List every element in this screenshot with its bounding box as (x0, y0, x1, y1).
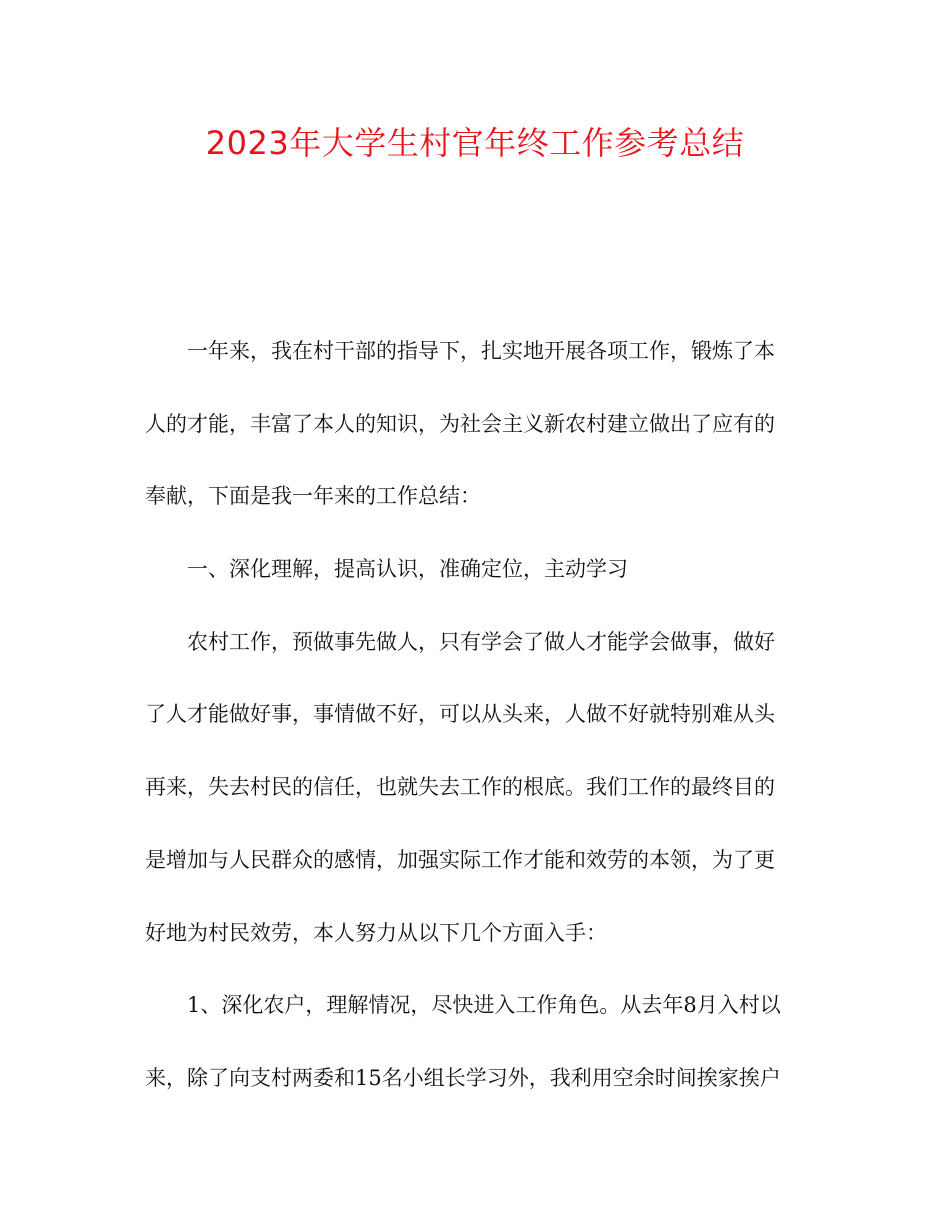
body-line: 来，除了向支村两委和15名小组长学习外，我利用空余时间挨家挨户 (145, 1065, 781, 1090)
body-line: 农村工作，预做事先做人，只有学会了做人才能学会做事，做好 (187, 629, 775, 654)
document-body (145, 315, 805, 1115)
body-line: 奉献，下面是我一年来的工作总结： (145, 484, 481, 509)
body-line: 一年来，我在村干部的指导下，扎实地开展各项工作，锻炼了本 (187, 339, 775, 363)
section-heading: 一、深化理解，提高认识，准确定位，主动学习 (187, 557, 628, 582)
body-line: 是增加与人民群众的感情，加强实际工作才能和效劳的本领，为了更 (145, 847, 775, 872)
body-line: 1、深化农户，理解情况，尽快进入工作角色。从去年8月入村以 (187, 993, 781, 1018)
document-title: 2023年大学生村官年终工作参考总结 (205, 124, 745, 162)
body-line: 好地为村民效劳，本人努力从以下几个方面入手： (145, 920, 607, 945)
body-line: 了人才能做好事，事情做不好，可以从头来，人做不好就特别难从头 (145, 702, 775, 727)
body-line: 再来，失去村民的信任，也就失去工作的根底。我们工作的最终目的 (145, 775, 775, 800)
body-line: 人的才能，丰富了本人的知识，为社会主义新农村建立做出了应有的 (145, 411, 775, 436)
